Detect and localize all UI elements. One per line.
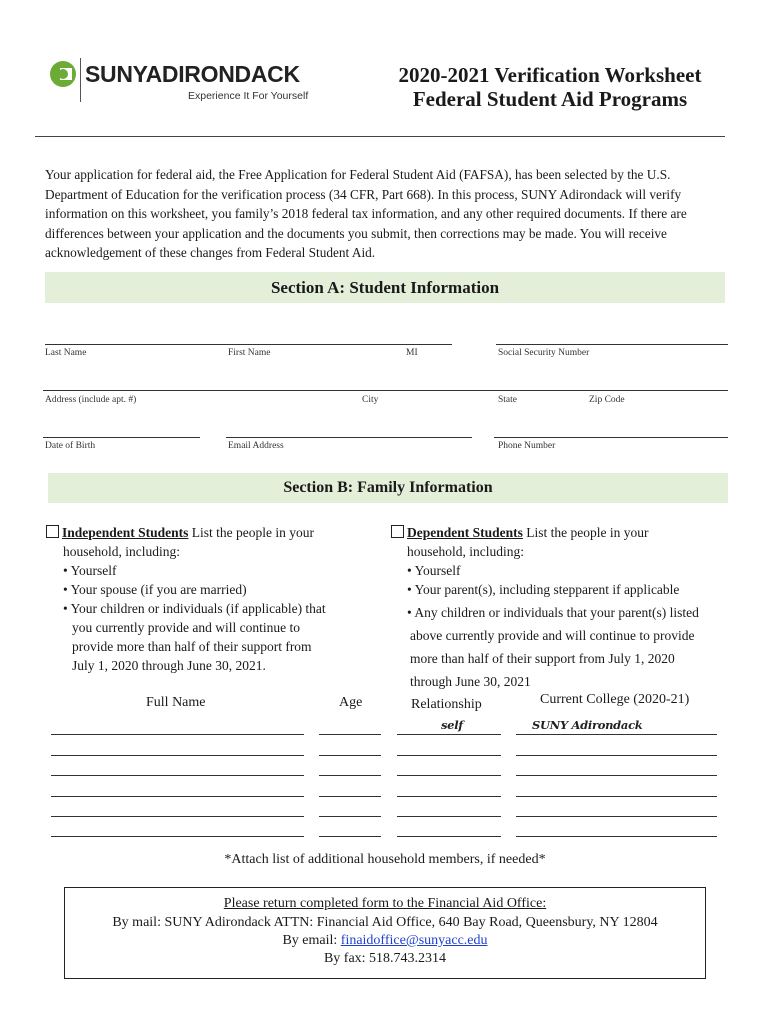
table-row-line[interactable] (51, 755, 304, 756)
table-row-line[interactable] (397, 734, 501, 735)
dependent-checkbox[interactable] (391, 525, 404, 538)
table-row-line[interactable] (516, 796, 717, 797)
bullet-text: Any children or individuals that your parent(s) listed (414, 605, 699, 620)
logo-tagline: Experience It For Yourself (188, 90, 309, 102)
phone-label: Phone Number (498, 441, 556, 451)
list-item: • Any children or individuals that your parent(s) listed (407, 605, 699, 620)
list-item: • Yourself (407, 563, 461, 578)
section-a-title: Section A: Student Information (270, 278, 500, 297)
zip-code-label: Zip Code (589, 395, 625, 405)
table-row-line[interactable] (51, 836, 304, 837)
table-row-line[interactable] (319, 775, 381, 776)
document-subtitle: Federal Student Aid Programs (412, 87, 688, 111)
list-item: • Your parent(s), including stepparent if applicable (407, 582, 680, 597)
ssn-field-line[interactable] (496, 344, 728, 345)
list-item: • Your spouse (if you are married) (63, 582, 247, 597)
table-row-line[interactable] (397, 836, 501, 837)
table-row-line[interactable] (397, 775, 501, 776)
logo-divider (80, 58, 81, 102)
dependent-intro: List the people in your (526, 525, 649, 540)
table-row-line[interactable] (319, 755, 381, 756)
document-title: 2020-2021 Verification Worksheet (398, 63, 702, 87)
bullet-continuation: you currently provide and will continue to (72, 620, 300, 635)
attach-note: *Attach list of additional household members, if needed* (224, 852, 546, 867)
first-name-label: First Name (228, 348, 271, 358)
logo-wordmark: SUNYADIRONDACK (85, 61, 300, 87)
col-age: Age (339, 695, 363, 710)
independent-heading: Independent Students (62, 525, 189, 540)
independent-students-block (46, 523, 376, 675)
address-label: Address (include apt. #) (45, 395, 137, 405)
last-name-label: Last Name (45, 348, 87, 358)
ssn-label: Social Security Number (498, 348, 590, 358)
bullet-continuation: through June 30, 2021 (410, 674, 531, 689)
table-row-line[interactable] (516, 816, 717, 817)
email-field-line[interactable] (226, 437, 472, 438)
dob-field-line[interactable] (43, 437, 200, 438)
bullet-text: Yourself (70, 563, 117, 578)
dependent-heading: Dependent Students (407, 525, 523, 540)
table-row-line[interactable] (319, 836, 381, 837)
independent-intro-line2: household, including: (63, 544, 180, 559)
col-full-name: Full Name (146, 695, 206, 710)
col-relationship: Relationship (411, 697, 482, 712)
table-row-line[interactable] (516, 775, 717, 776)
address-field-line[interactable] (43, 390, 728, 391)
table-row-line[interactable] (397, 755, 501, 756)
bullet-text: Yourself (414, 563, 461, 578)
table-row-line[interactable] (397, 816, 501, 817)
bullet-text: Your children or individuals (if applicable) that (70, 601, 326, 616)
return-by-mail: By mail: SUNY Adirondack ATTN: Financial Aid Office, 640 Bay Road, Queensbury, NY 12804 (112, 915, 658, 930)
table-row-line[interactable] (319, 816, 381, 817)
independent-checkbox[interactable] (46, 525, 59, 538)
email-label: Email Address (228, 441, 284, 451)
row1-relationship-handwritten: self (441, 718, 463, 732)
bullet-continuation: more than half of their support from July 1, 2020 (410, 651, 675, 666)
intro-paragraph: Your application for federal aid, the Free Application for Federal Student Aid (FAFSA), has been selected by the U.S. Department of Education for the verification process (34 CFR, Part 668). In this process, SUNY Adirondack will verify information on this worksheet, you family’s 2018 federal tax information, and any other required documents. If there are differences between your application and the documents you submit, then corrections may be made. You will receive acknowledgement of these changes from Federal Student Aid. (45, 167, 687, 261)
return-by-fax: By fax: 518.743.2314 (323, 951, 447, 966)
table-row-line[interactable] (51, 734, 304, 735)
col-current-college: Current College (2020-21) (540, 692, 690, 707)
bullet-continuation: provide more than half of their support from (72, 639, 312, 654)
table-row-line[interactable] (51, 775, 304, 776)
city-label: City (362, 395, 379, 405)
name-field-line[interactable] (45, 344, 452, 345)
table-row-line[interactable] (516, 836, 717, 837)
dependent-intro-line2: household, including: (407, 544, 524, 559)
table-row-line[interactable] (516, 734, 717, 735)
table-row-line[interactable] (51, 816, 304, 817)
table-row-line[interactable] (397, 796, 501, 797)
mi-label: MI (406, 348, 418, 358)
bullet-text: Your spouse (if you are married) (70, 582, 247, 597)
state-label: State (498, 395, 517, 405)
dob-label: Date of Birth (45, 441, 96, 451)
bullet-continuation: July 1, 2020 through June 30, 2021. (72, 658, 266, 673)
header-divider (35, 136, 725, 137)
email-link[interactable]: finaidoffice@sunyacc.edu (340, 933, 488, 948)
list-item: • Yourself (63, 563, 117, 578)
bullet-text: Your parent(s), including stepparent if applicable (414, 582, 680, 597)
suny-adirondack-logo-icon (49, 60, 77, 88)
row1-college-handwritten: SUNY Adirondack (532, 718, 643, 732)
dependent-students-block (391, 523, 731, 693)
table-row-line[interactable] (319, 734, 381, 735)
independent-intro: List the people in your (191, 525, 315, 540)
return-by-email (64, 931, 706, 950)
list-item: • Your children or individuals (if applicable) that (63, 601, 326, 616)
table-row-line[interactable] (516, 755, 717, 756)
return-heading: Please return completed form to the Financial Aid Office: (223, 896, 547, 911)
table-row-line[interactable] (51, 796, 304, 797)
section-b-title: Section B: Family Information (283, 479, 493, 496)
table-row-line[interactable] (319, 796, 381, 797)
bullet-continuation: above currently provide and will continue to provide (410, 628, 695, 643)
phone-field-line[interactable] (494, 437, 728, 438)
email-prefix: By email: (282, 933, 341, 948)
